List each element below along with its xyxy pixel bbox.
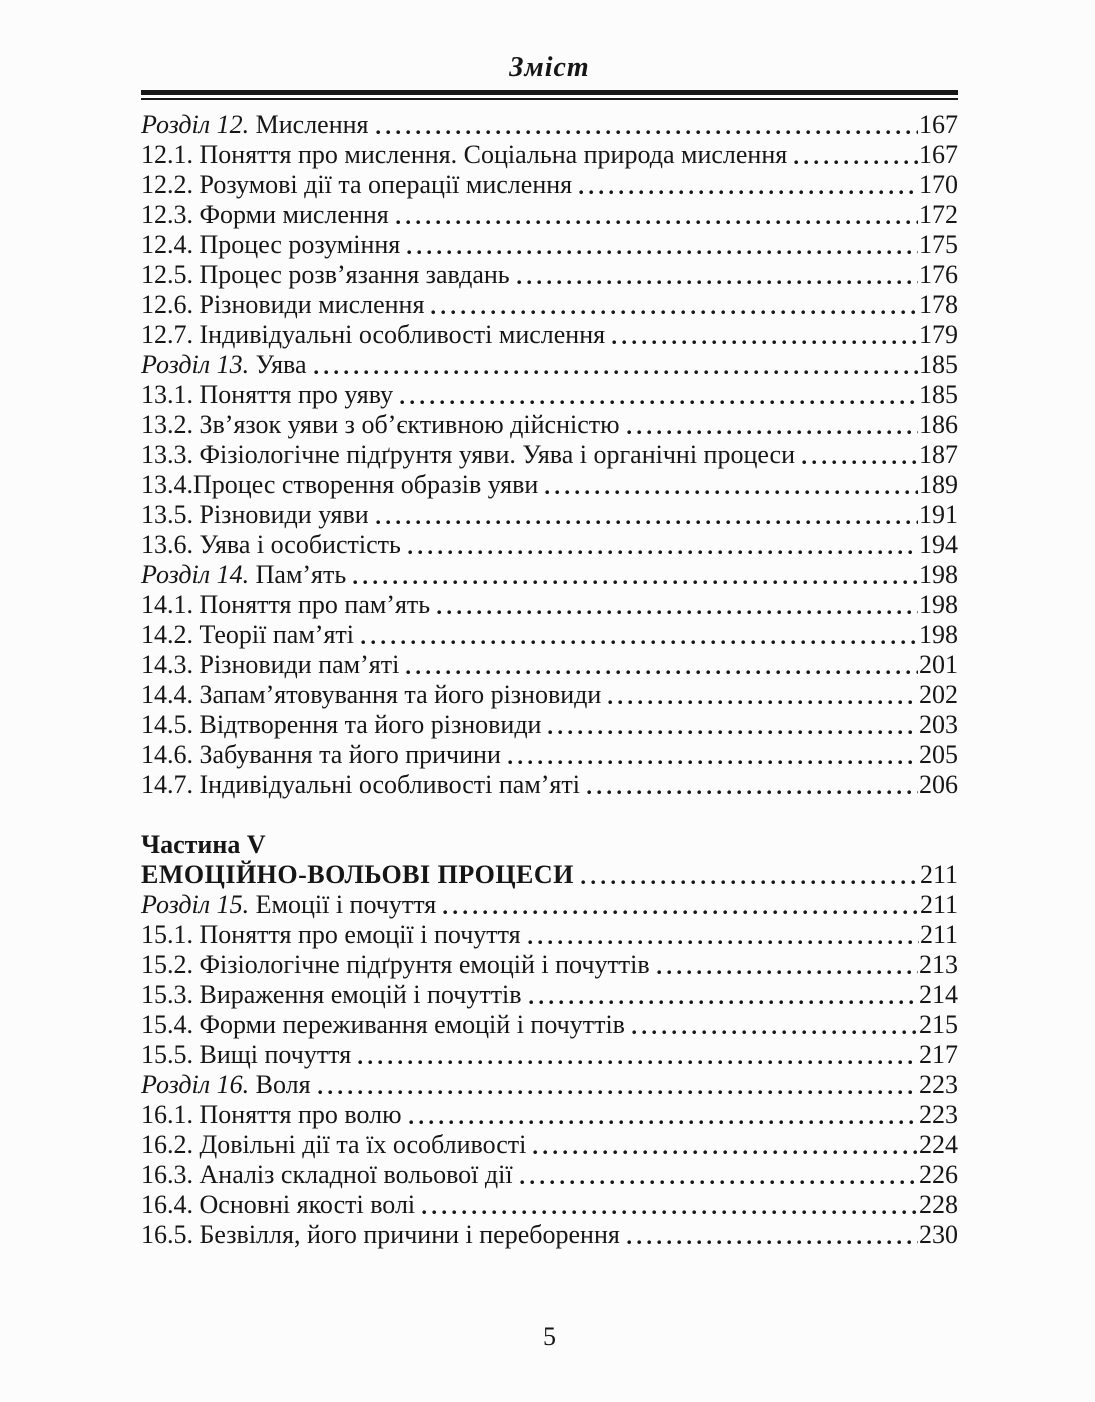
toc-page-number: 224 (919, 1130, 958, 1159)
dot-leader (548, 710, 918, 740)
toc-entry-title: 15.4. Форми переживання емоцій і почуттів (141, 1010, 625, 1039)
toc-entry-title: 12.7. Індивідуальні особливості мислення (141, 320, 606, 349)
toc-entry-title: 14.5. Відтворення та його різновиди (141, 710, 542, 739)
toc-entry (141, 530, 958, 560)
toc-entry (141, 410, 958, 440)
toc-entry (141, 650, 958, 680)
toc-entry (141, 620, 958, 650)
dot-leader (406, 650, 918, 680)
toc-entry-title: 13.5. Різновиди уяви (141, 500, 369, 529)
toc-chapter-prefix: Розділ 14. (141, 560, 256, 589)
toc-entry (141, 980, 958, 1010)
toc-entry (141, 710, 958, 740)
dot-leader (794, 140, 918, 170)
toc-spacer (141, 800, 958, 830)
toc-entry-title: 12.2. Розумові дії та операції мислення (141, 170, 573, 199)
toc-page-number: 213 (919, 950, 958, 979)
toc-entry-title: 16.4. Основні якості волі (141, 1190, 416, 1219)
toc-entry-title: 16.5. Безвілля, його причини і переборення (141, 1220, 620, 1249)
dot-leader (627, 410, 918, 440)
toc-entry (141, 770, 958, 800)
toc-page-number: 186 (919, 410, 958, 439)
page-title: Зміст (509, 52, 590, 83)
toc-entry-title: 13.6. Уява і особистість (141, 530, 401, 559)
toc-entry-title: 13.3. Фізіологічне підґрунтя уяви. Уява і органічні процеси (141, 440, 796, 469)
toc-entry (141, 320, 958, 350)
toc-page-number: 217 (919, 1040, 958, 1069)
toc-entry-title: 15.3. Вираження емоцій і почуттів (141, 980, 522, 1009)
toc-page-number: 194 (919, 530, 958, 559)
toc-page-number: 170 (919, 170, 958, 199)
toc-entry (141, 590, 958, 620)
toc-entry (141, 440, 958, 470)
toc-entry-title: 16.3. Аналіз складної вольової дії (141, 1160, 513, 1189)
toc-page-number: 215 (919, 1010, 958, 1039)
toc-page-number: 230 (919, 1220, 958, 1249)
toc-entry-title: 15.1. Поняття про емоції і почуття (141, 920, 521, 949)
toc-page-number: 167 (919, 110, 958, 139)
dot-leader (632, 1010, 918, 1040)
dot-leader (608, 680, 918, 710)
toc-chapter-prefix: Розділ 12. (141, 110, 256, 139)
dot-leader (657, 950, 918, 980)
toc-chapter-prefix: Розділ 16. (141, 1070, 256, 1099)
toc-entry-title: ЕМОЦІЙНО-ВОЛЬОВІ ПРОЦЕСИ (141, 860, 574, 889)
dot-leader (376, 500, 918, 530)
toc-entry (141, 1160, 958, 1190)
dot-leader (318, 1070, 918, 1100)
toc-page-number: 185 (919, 350, 958, 379)
toc-page-number: 228 (919, 1190, 958, 1219)
toc-page-number: 201 (919, 650, 958, 679)
dot-leader (358, 1040, 918, 1070)
toc-entry-title: 14.4. Запам’ятовування та його різновиди (141, 680, 602, 709)
toc-entry (141, 470, 958, 500)
toc-entry-title: 12.5. Процес розв’язання завдань (141, 260, 510, 289)
toc-page-number: 167 (919, 140, 958, 169)
toc-entry-title: 14.7. Індивідуальні особливості пам’яті (141, 770, 580, 799)
toc-page-number: 187 (919, 440, 958, 469)
toc-page-number: 198 (919, 590, 958, 619)
toc-page-number: 189 (919, 470, 958, 499)
toc-entry-title: 14.2. Теорії пам’яті (141, 620, 354, 649)
dot-leader (627, 1220, 918, 1250)
toc-chapter (141, 560, 958, 590)
toc-entry (141, 680, 958, 710)
header-divider-rule (141, 90, 958, 100)
toc-entry-title: 12.4. Процес розуміння (141, 230, 401, 259)
toc-entry-title: Розділ 13. Уява (141, 350, 307, 379)
toc-entry (141, 230, 958, 260)
toc-chapter-prefix: Розділ 15. (141, 890, 256, 919)
toc-page-number: 179 (919, 320, 958, 349)
dot-leader (528, 920, 919, 950)
toc-entry (141, 950, 958, 980)
toc-page-number: 203 (919, 710, 958, 739)
toc-entry (141, 500, 958, 530)
dot-leader (520, 1160, 918, 1190)
dot-leader (802, 440, 918, 470)
toc-page-number: 223 (919, 1070, 958, 1099)
dot-leader (443, 890, 919, 920)
dot-leader (376, 110, 919, 140)
toc-page-number: 223 (919, 1100, 958, 1129)
toc-entry-title: 12.3. Форми мислення (141, 200, 389, 229)
dot-leader (529, 980, 918, 1010)
dot-leader (508, 740, 918, 770)
dot-leader (579, 170, 918, 200)
toc-entry-title: Частина V (141, 830, 266, 859)
dot-leader (612, 320, 918, 350)
toc-chapter (141, 1070, 958, 1100)
toc-part-title (141, 860, 958, 890)
toc-entry (141, 920, 958, 950)
toc-entry (141, 740, 958, 770)
toc-page-number: 198 (919, 620, 958, 649)
toc-entry (141, 170, 958, 200)
toc-entry-title: Розділ 12. Мислення (141, 110, 369, 139)
toc-page-number: 211 (919, 890, 958, 919)
toc-entry-title: 13.4.Процес створення образів уяви (141, 470, 539, 499)
toc-page-number: 206 (919, 770, 958, 799)
toc-entry (141, 200, 958, 230)
toc-entry-title: 12.1. Поняття про мислення. Соціальна природа мислення (141, 140, 788, 169)
toc-entry (141, 140, 958, 170)
dot-leader (581, 860, 919, 890)
toc-entry-title: 14.1. Поняття про пам’ять (141, 590, 431, 619)
dot-leader (407, 230, 918, 260)
toc-entry-title: 14.3. Різновиди пам’яті (141, 650, 400, 679)
dot-leader (361, 620, 918, 650)
toc-entry (141, 260, 958, 290)
dot-leader (400, 380, 918, 410)
toc-page-number: 211 (919, 860, 958, 889)
toc-page-number: 198 (919, 560, 958, 589)
dot-leader (396, 200, 918, 230)
toc-entry-title: 12.6. Різновиди мислення (141, 290, 425, 319)
toc-page-number: 205 (919, 740, 958, 769)
toc-page-number: 202 (919, 680, 958, 709)
toc-chapter (141, 890, 958, 920)
toc-chapter (141, 350, 958, 380)
toc-entry-title: 13.1. Поняття про уяву (141, 380, 394, 409)
toc-entry-title: 14.6. Забування та його причини (141, 740, 501, 769)
dot-leader (353, 560, 918, 590)
dot-leader (408, 530, 918, 560)
toc-entry-title: Розділ 16. Воля (141, 1070, 311, 1099)
toc-entry (141, 1100, 958, 1130)
toc-page-number: 214 (919, 980, 958, 1009)
toc-entry-title: 16.1. Поняття про волю (141, 1100, 402, 1129)
folio-page-number: 5 (543, 1322, 556, 1351)
toc-entry-title: Розділ 15. Емоції і почуття (141, 890, 437, 919)
dot-leader (587, 770, 918, 800)
toc-list (141, 110, 958, 1250)
toc-entry (141, 1040, 958, 1070)
toc-page-number: 175 (919, 230, 958, 259)
toc-part-label (141, 830, 958, 860)
dot-leader (314, 350, 918, 380)
toc-entry (141, 1190, 958, 1220)
dot-leader (409, 1100, 918, 1130)
dot-leader (517, 260, 918, 290)
dot-leader (533, 1130, 918, 1160)
book-page (141, 0, 958, 1402)
toc-page-number: 172 (919, 200, 958, 229)
toc-chapter (141, 110, 958, 140)
dot-leader (431, 290, 918, 320)
toc-chapter-prefix: Розділ 13. (141, 350, 256, 379)
dot-leader (437, 590, 918, 620)
toc-entry (141, 290, 958, 320)
toc-entry-title: 15.5. Вищі почуття (141, 1040, 352, 1069)
toc-entry-title: Розділ 14. Пам’ять (141, 560, 347, 589)
toc-entry (141, 1010, 958, 1040)
toc-entry (141, 380, 958, 410)
toc-entry-title: 13.2. Зв’язок уяви з об’єктивною дійсністю (141, 410, 620, 439)
dot-leader (545, 470, 918, 500)
toc-entry-title: 16.2. Довільні дії та їх особливості (141, 1130, 527, 1159)
toc-entry (141, 1220, 958, 1250)
toc-page-number: 178 (919, 290, 958, 319)
toc-page-number: 191 (919, 500, 958, 529)
toc-entry (141, 1130, 958, 1160)
toc-page-number: 226 (919, 1160, 958, 1189)
toc-entry-title: 15.2. Фізіологічне підґрунтя емоцій і почуттів (141, 950, 650, 979)
toc-page-number: 211 (919, 920, 958, 949)
dot-leader (422, 1190, 918, 1220)
toc-page-number: 176 (919, 260, 958, 289)
toc-page-number: 185 (919, 380, 958, 409)
